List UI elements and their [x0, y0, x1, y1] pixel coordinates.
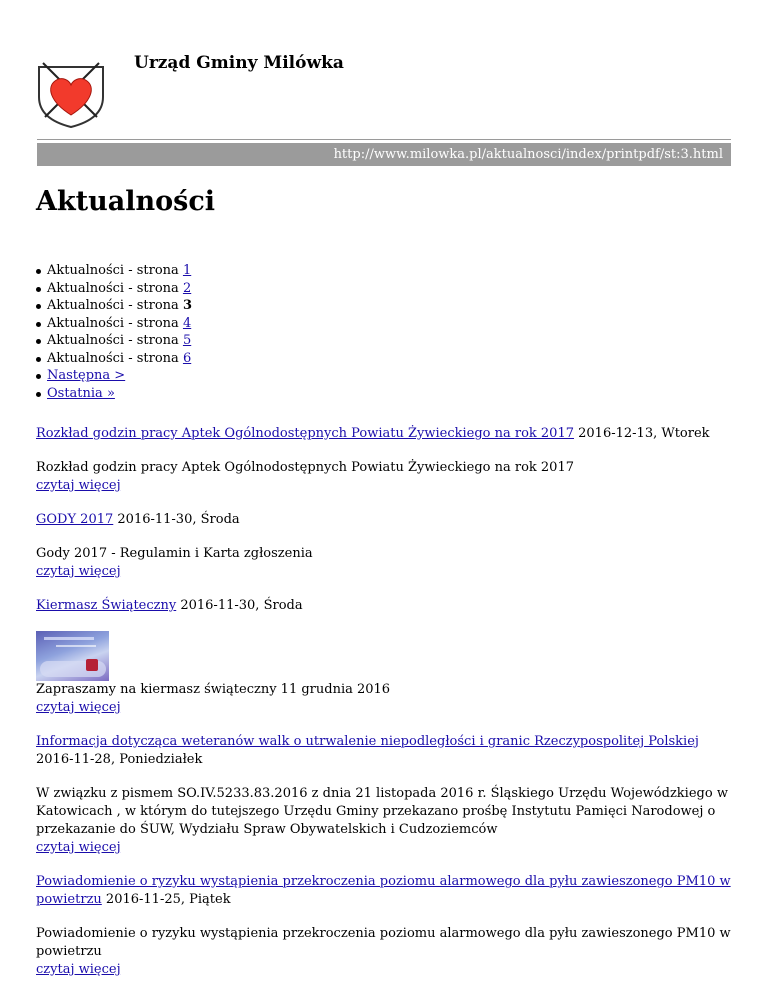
news-item-header — [36, 733, 736, 769]
pagination-label: Aktualności - strona — [47, 333, 183, 348]
pagination-page-link[interactable]: 4 — [182, 315, 192, 331]
pagination-page-link[interactable]: 6 — [182, 350, 192, 366]
news-date: 2016-11-25, Piątek — [101, 892, 231, 907]
news-title-link[interactable]: Kiermasz Świąteczny — [36, 598, 177, 613]
site-title: Urząd Gminy Milówka — [134, 53, 344, 73]
page-url: http://www.milowka.pl/aktualnosci/index/printpdf/st:3.html — [333, 147, 723, 162]
news-date: 2016-11-30, Środa — [176, 598, 303, 613]
pagination-item — [36, 350, 192, 368]
pagination-item — [36, 262, 192, 280]
pagination-item — [36, 315, 192, 333]
news-excerpt: Powiadomienie o ryzyku wystąpienia przekroczenia poziomu alarmowego dla pyłu zawieszonego PM10 w powietrzu — [36, 926, 731, 959]
news-item-header — [36, 597, 736, 615]
news-item-body — [36, 681, 736, 717]
news-item-body — [36, 459, 736, 495]
read-more-link[interactable]: czytaj więcej — [36, 700, 121, 715]
page-url-bar — [37, 143, 731, 166]
pagination-item — [36, 297, 192, 315]
pagination-current-page: 3 — [182, 298, 192, 313]
news-title-link[interactable]: Powiadomienie o ryzyku wystąpienia przekroczenia poziomu alarmowego dla pyłu zawieszonego PM10 w powietrzu — [36, 874, 731, 907]
news-item-body — [36, 545, 736, 581]
page-title: Aktualności — [36, 186, 216, 217]
pagination-label: Aktualności - strona — [47, 350, 183, 366]
pagination-page-link[interactable]: 5 — [182, 333, 192, 348]
news-item-header — [36, 873, 736, 909]
news-excerpt: Zapraszamy na kiermasz świąteczny 11 grudnia 2016 — [36, 682, 391, 697]
pagination-item — [36, 280, 192, 298]
news-title-link[interactable]: Informacja dotycząca weteranów walk o utrwalenie niepodległości i granic Rzeczypospolitej Polskiej — [36, 734, 699, 749]
news-date: 2016-11-30, Środa — [113, 512, 240, 527]
pagination-label: Aktualności - strona — [47, 280, 183, 296]
pagination-last-link[interactable]: Ostatnia » — [47, 385, 115, 401]
news-excerpt: Rozkład godzin pracy Aptek Ogólnodostępnych Powiatu Żywieckiego na rok 2017 — [36, 460, 574, 475]
pagination-item — [36, 332, 192, 350]
read-more-link[interactable]: czytaj więcej — [36, 962, 121, 977]
news-item-body — [36, 925, 736, 979]
read-more-link[interactable]: czytaj więcej — [36, 840, 121, 855]
news-title-link[interactable]: Rozkład godzin pracy Aptek Ogólnodostępnych Powiatu Żywieckiego na rok 2017 — [36, 426, 574, 441]
pagination-list — [36, 262, 192, 402]
coat-of-arms-logo — [33, 57, 109, 129]
pagination-page-link[interactable]: 2 — [182, 280, 192, 296]
pagination-label: Aktualności - strona — [47, 315, 183, 331]
news-date: 2016-12-13, Wtorek — [574, 426, 710, 441]
pagination-page-link[interactable]: 1 — [182, 263, 192, 278]
pagination-label: Aktualności - strona — [47, 298, 183, 313]
header-divider — [37, 139, 731, 140]
news-excerpt: W związku z pismem SO.IV.5233.83.2016 z dnia 21 listopada 2016 r. Śląskiego Urzędu Wojewódzkiego w Katowicach , w którym do tutejszego Urzędu Gminy przekazano prośbę Instytutu Pamięci Narodowej o przekazanie do ŚUW, Wydziału Spraw Obywatelskich i Cudzoziemców — [36, 786, 728, 837]
read-more-link[interactable]: czytaj więcej — [36, 564, 121, 579]
read-more-link[interactable]: czytaj więcej — [36, 478, 121, 493]
news-item-body — [36, 785, 736, 857]
news-item-header — [36, 425, 736, 443]
news-list — [36, 425, 736, 995]
pagination-label: Aktualności - strona — [47, 263, 183, 278]
news-item-header — [36, 511, 736, 529]
news-date: 2016-11-28, Poniedziałek — [36, 752, 203, 767]
pagination-item — [36, 385, 192, 403]
news-excerpt: Gody 2017 - Regulamin i Karta zgłoszenia — [36, 546, 313, 561]
page-header — [0, 0, 768, 140]
pagination-item — [36, 367, 192, 385]
news-title-link[interactable]: GODY 2017 — [36, 512, 114, 527]
pagination-next-link[interactable]: Następna > — [47, 368, 126, 383]
news-thumbnail-image — [36, 631, 109, 681]
